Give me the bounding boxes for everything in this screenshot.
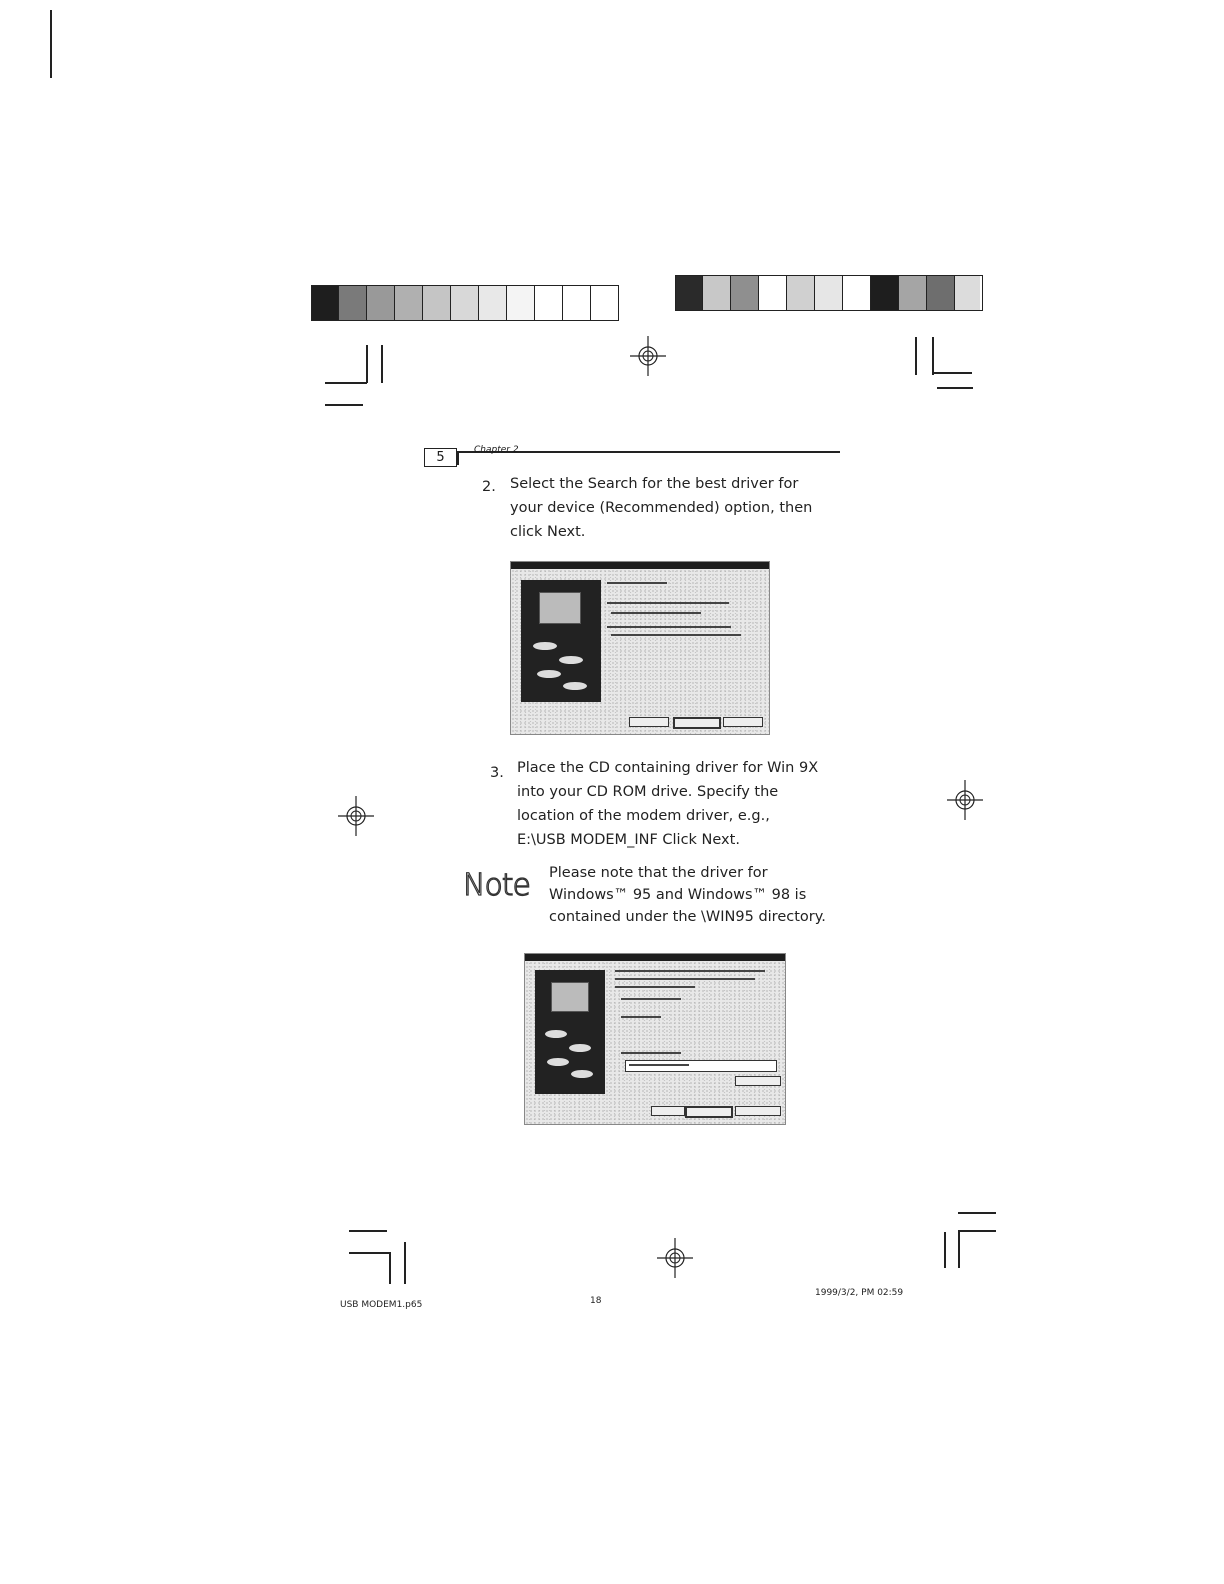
driver-location-screenshot bbox=[524, 953, 786, 1125]
step-text: Place the CD containing driver for Win 9X into your CD ROM drive. Specify the location of the modem driver, e.g., E:\USB MODEM_INF Click Next. bbox=[517, 760, 819, 848]
crop-mark bbox=[349, 1230, 387, 1232]
step-number: 3. bbox=[490, 765, 504, 781]
crop-mark bbox=[958, 1230, 960, 1268]
edge-mark bbox=[50, 10, 52, 78]
footer-file-name: USB MODEM1.p65 bbox=[340, 1300, 423, 1310]
crop-mark bbox=[932, 337, 934, 375]
chapter-label: Chapter 2 bbox=[474, 445, 519, 455]
registration-mark-icon bbox=[657, 1238, 693, 1278]
crop-mark bbox=[958, 1212, 996, 1214]
crop-mark bbox=[915, 337, 917, 375]
crop-mark bbox=[404, 1242, 406, 1284]
crop-mark bbox=[937, 387, 973, 389]
footer-timestamp: 1999/3/2, PM 02:59 bbox=[815, 1288, 904, 1298]
note-text: Please note that the driver for Windows™ 95 and Windows™ 98 is contained under the \WIN95 directory. bbox=[549, 865, 826, 925]
registration-mark-icon bbox=[947, 780, 983, 820]
crop-mark bbox=[958, 1230, 996, 1232]
registration-mark-icon bbox=[338, 796, 374, 836]
registration-mark-icon bbox=[630, 336, 666, 376]
crop-mark bbox=[381, 345, 383, 383]
chapter-number: 5 bbox=[424, 448, 457, 467]
crop-mark bbox=[349, 1252, 389, 1254]
step-text: Select the Search for the best driver for your device (Recommended) option, then click Next. bbox=[510, 476, 813, 540]
crop-mark bbox=[366, 345, 368, 383]
driver-wizard-screenshot bbox=[510, 561, 770, 735]
footer-page-number: 18 bbox=[590, 1296, 602, 1306]
chapter-rule bbox=[457, 451, 459, 465]
crop-mark bbox=[389, 1252, 391, 1284]
crop-mark bbox=[325, 404, 363, 406]
step-number: 2. bbox=[482, 479, 496, 495]
note-label: Note bbox=[463, 868, 531, 903]
color-bar-left bbox=[311, 285, 619, 321]
crop-mark bbox=[932, 372, 972, 374]
color-bar-right bbox=[675, 275, 983, 311]
crop-mark bbox=[325, 382, 367, 384]
crop-mark bbox=[944, 1232, 946, 1268]
